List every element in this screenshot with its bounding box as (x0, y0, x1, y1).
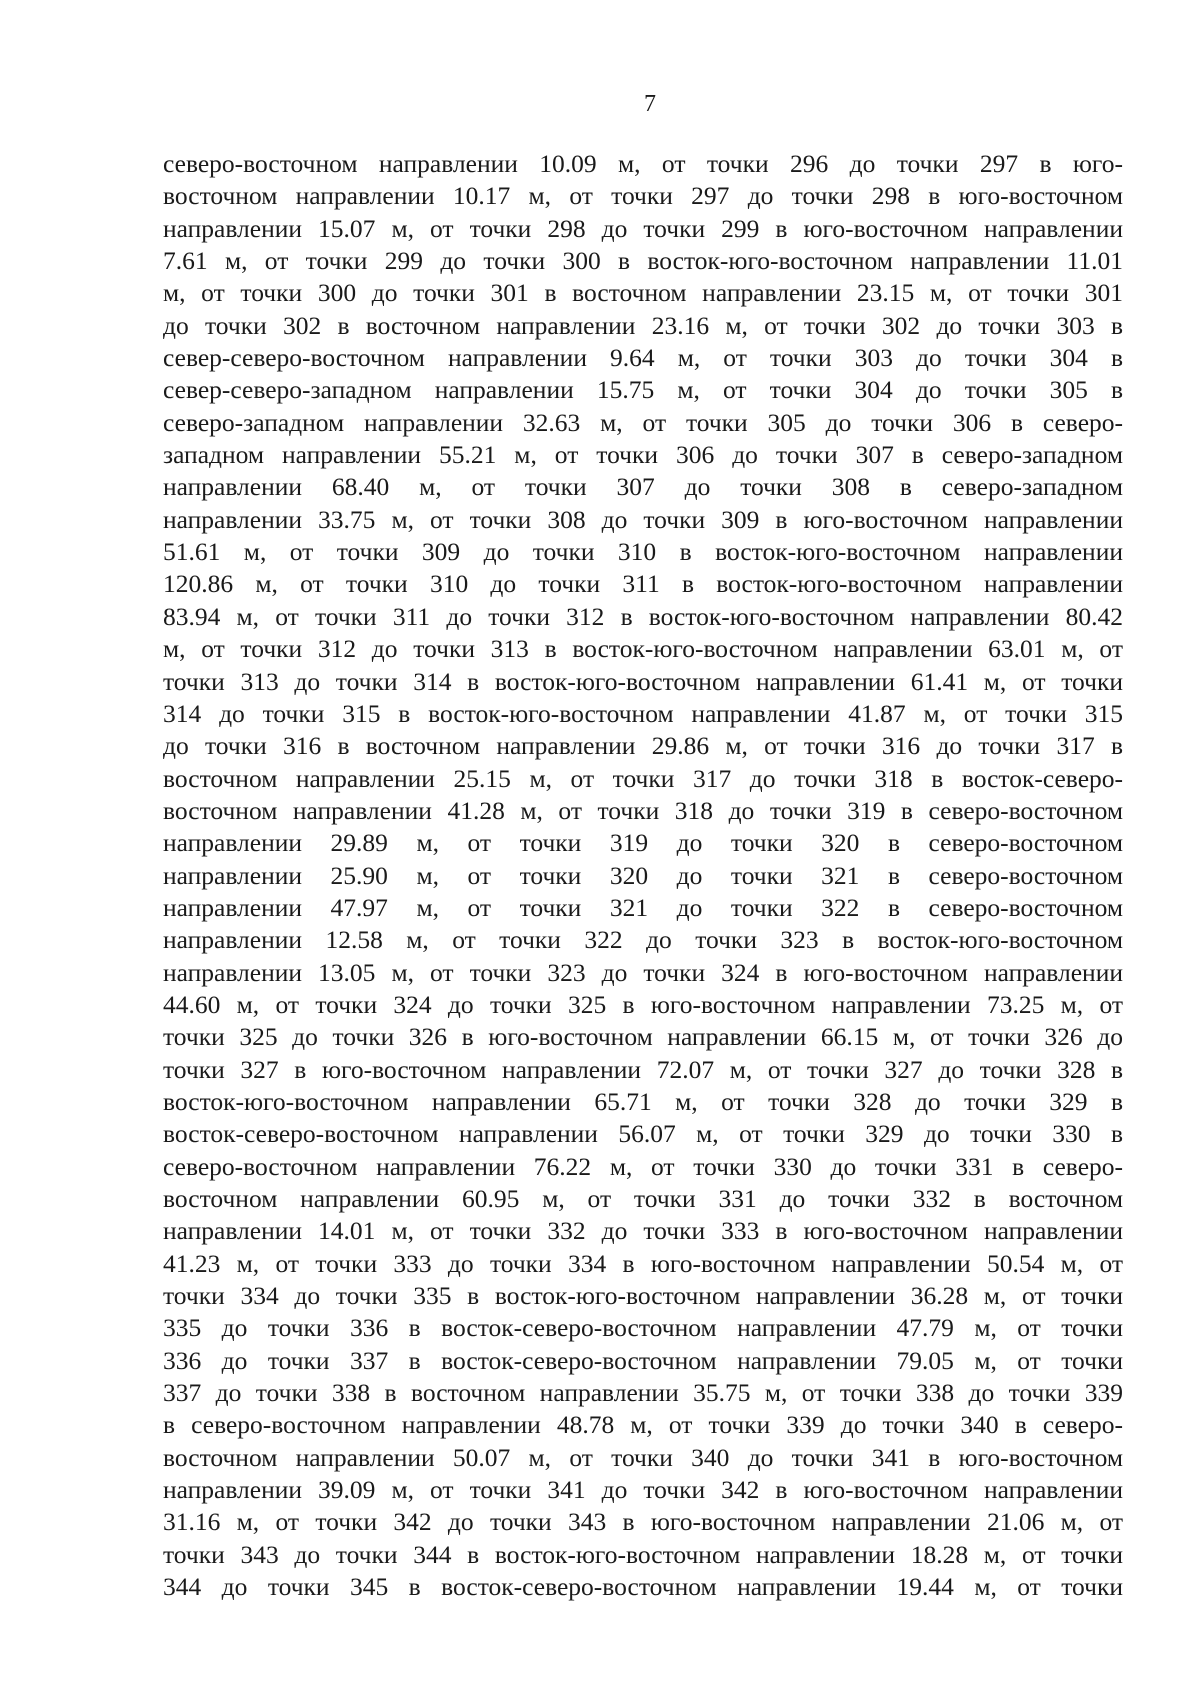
text-line: 41.23 м, от точки 333 до точки 334 в юго-восточном направлении 50.54 м, от (163, 1248, 1123, 1278)
text-line: направлении 47.97 м, от точки 321 до точки 322 в северо-восточном (163, 892, 1123, 922)
text-line: направлении 13.05 м, от точки 323 до точки 324 в юго-восточном направлении (163, 957, 1123, 987)
text-line: точки 343 до точки 344 в восток-юго-восточном направлении 18.28 м, от точки (163, 1539, 1123, 1569)
text-line: точки 334 до точки 335 в восток-юго-восточном направлении 36.28 м, от точки (163, 1281, 1123, 1311)
text-line: 314 до точки 315 в восток-юго-восточном направлении 41.87 м, от точки 315 (163, 698, 1123, 728)
text-line: восточном направлении 41.28 м, от точки 318 до точки 319 в северо-восточном (163, 795, 1123, 825)
text-line: направлении 25.90 м, от точки 320 до точки 321 в северо-восточном (163, 860, 1123, 890)
text-line: северо-западном направлении 32.63 м, от точки 305 до точки 306 в северо- (163, 407, 1123, 437)
text-line: 336 до точки 337 в восток-северо-восточном направлении 79.05 м, от точки (163, 1345, 1123, 1375)
text-line: м, от точки 312 до точки 313 в восток-юго-восточном направлении 63.01 м, от (163, 634, 1123, 664)
text-line: восточном направлении 25.15 м, от точки 317 до точки 318 в восток-северо- (163, 763, 1123, 793)
text-line: в северо-восточном направлении 48.78 м, от точки 339 до точки 340 в северо- (163, 1410, 1123, 1440)
text-line: до точки 316 в восточном направлении 29.86 м, от точки 316 до точки 317 в (163, 731, 1123, 761)
text-line: восток-северо-восточном направлении 56.07 м, от точки 329 до точки 330 в (163, 1119, 1123, 1149)
text-line: точки 313 до точки 314 в восток-юго-восточном направлении 61.41 м, от точки (163, 666, 1123, 696)
text-line: северо-восточном направлении 76.22 м, от точки 330 до точки 331 в северо- (163, 1151, 1123, 1181)
text-line: восточном направлении 60.95 м, от точки 331 до точки 332 в восточном (163, 1184, 1123, 1213)
text-line: м, от точки 300 до точки 301 в восточном направлении 23.15 м, от точки 301 (163, 278, 1123, 308)
page-number: 7 (644, 91, 656, 117)
text-line: направлении 15.07 м, от точки 298 до точки 299 в юго-восточном направлении (163, 213, 1123, 243)
text-line: 335 до точки 336 в восток-северо-восточном направлении 47.79 м, от точки (163, 1313, 1123, 1343)
body-paragraph (163, 148, 1123, 1603)
text-line: 31.16 м, от точки 342 до точки 343 в юго-восточном направлении 21.06 м, от (163, 1507, 1123, 1537)
text-line: направлении 12.58 м, от точки 322 до точки 323 в восток-юго-восточном (163, 925, 1123, 955)
text-line: западном направлении 55.21 м, от точки 306 до точки 307 в северо-западном (163, 440, 1123, 470)
text-line: направлении 29.89 м, от точки 319 до точки 320 в северо-восточном (163, 828, 1123, 858)
text-line: 83.94 м, от точки 311 до точки 312 в восток-юго-восточном направлении 80.42 (163, 601, 1123, 631)
text-line: 337 до точки 338 в восточном направлении 35.75 м, от точки 338 до точки 339 (163, 1378, 1123, 1408)
text-line: восточном направлении 50.07 м, от точки 340 до точки 341 в юго-восточном (163, 1442, 1123, 1472)
text-line: точки 325 до точки 326 в юго-восточном направлении 66.15 м, от точки 326 до (163, 1022, 1123, 1052)
text-line: точки 327 в юго-восточном направлении 72.07 м, от точки 327 до точки 328 в (163, 1054, 1123, 1084)
text-line: 120.86 м, от точки 310 до точки 311 в восток-юго-восточном направлении (163, 569, 1123, 599)
text-line: до точки 302 в восточном направлении 23.16 м, от точки 302 до точки 303 в (163, 310, 1123, 340)
text-line: 51.61 м, от точки 309 до точки 310 в восток-юго-восточном направлении (163, 537, 1123, 567)
text-line: восток-юго-восточном направлении 65.71 м, от точки 328 до точки 329 в (163, 1086, 1123, 1116)
text-line: направлении 39.09 м, от точки 341 до точки 342 в юго-восточном направлении (163, 1475, 1123, 1505)
text-line: 344 до точки 345 в восток-северо-восточном направлении 19.44 м, от точки (163, 1572, 1123, 1602)
text-line: север-северо-западном направлении 15.75 м, от точки 304 до точки 305 в (163, 375, 1123, 405)
text-line: 7.61 м, от точки 299 до точки 300 в восток-юго-восточном направлении 11.01 (163, 246, 1123, 276)
text-line: восточном направлении 10.17 м, от точки 297 до точки 298 в юго-восточном (163, 181, 1123, 211)
text-line: 44.60 м, от точки 324 до точки 325 в юго-восточном направлении 73.25 м, от (163, 989, 1123, 1019)
text-line: север-северо-восточном направлении 9.64 м, от точки 303 до точки 304 в (163, 343, 1123, 373)
text-line: направлении 14.01 м, от точки 332 до точки 333 в юго-восточном направлении (163, 1216, 1123, 1246)
text-line: направлении 33.75 м, от точки 308 до точки 309 в юго-восточном направлении (163, 504, 1123, 534)
text-line: направлении 68.40 м, от точки 307 до точки 308 в северо-западном (163, 472, 1123, 502)
text-line: северо-восточном направлении 10.09 м, от точки 296 до точки 297 в юго- (163, 149, 1123, 178)
